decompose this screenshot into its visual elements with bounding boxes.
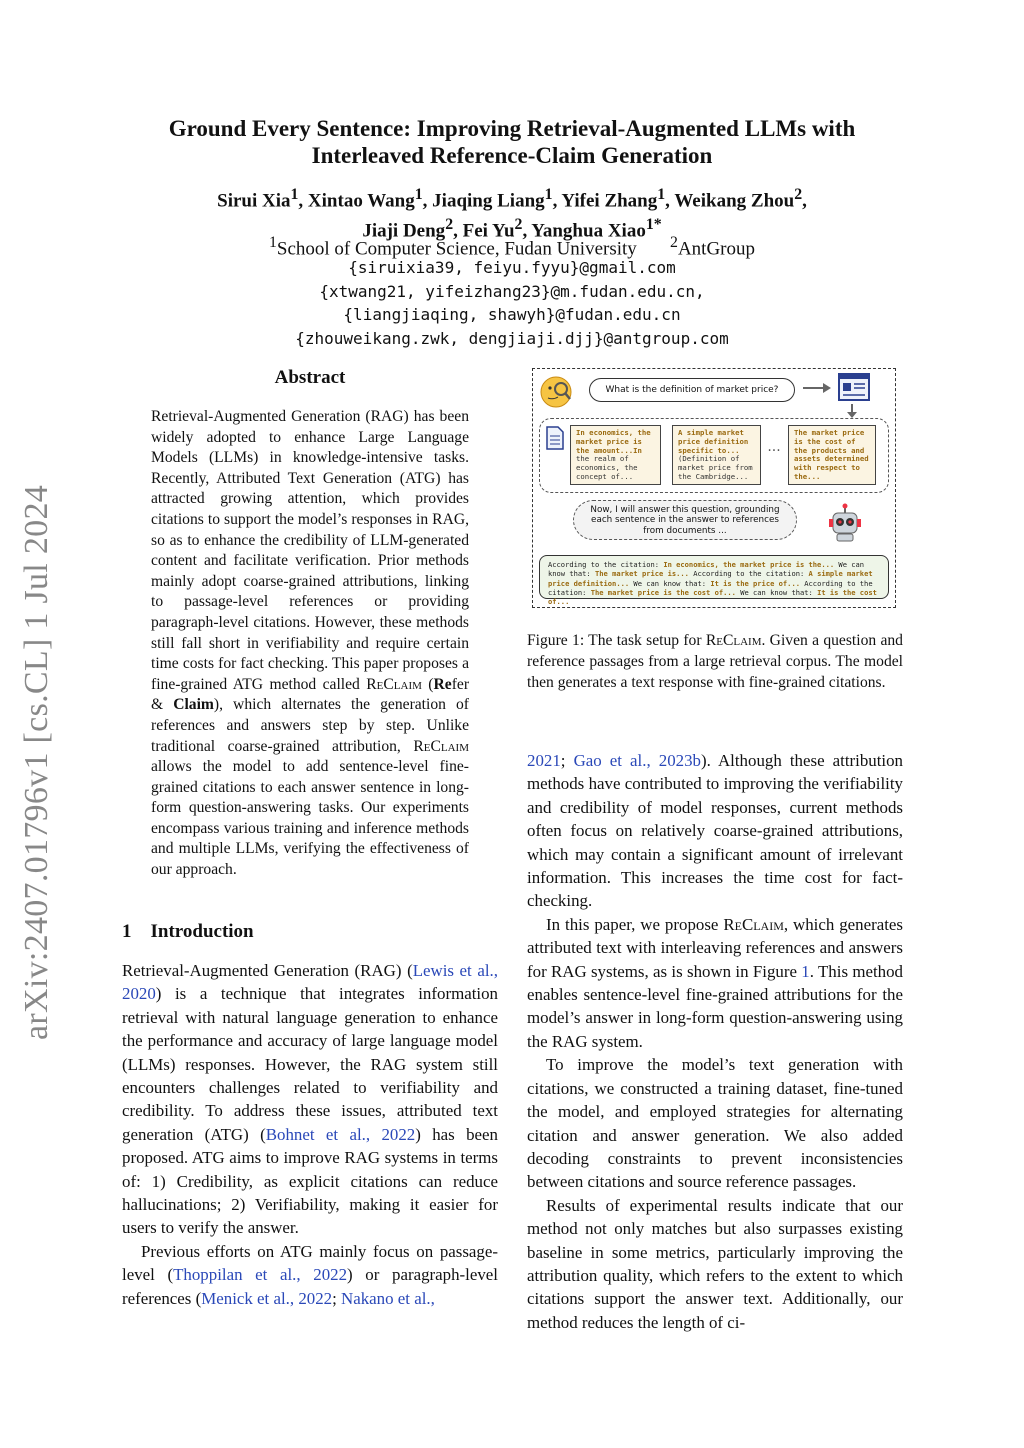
reference-passage-2: A simple market price definition specific to... (Definition of market price from the Cambridge... — [672, 425, 761, 485]
citation-link[interactable]: 2021 — [527, 751, 561, 770]
author-line-2: Jiaji Deng$^2$, Fei Yu$^2$, Yanghua Xiao$^{1*}$ — [362, 216, 662, 242]
question-bubble: What is the definition of market price? — [589, 378, 795, 402]
figure-caption: Figure 1: The task setup for ReClaim. Given a question and reference passages from a large retrieval corpus. The model then generates a text response with fine-grained citations. — [527, 632, 903, 691]
paragraph: Previous efforts on ATG mainly focus on passage-level (Thoppilan et al., 2022) or paragraph-level references (Menick et al., 2022; Nakano et al., — [122, 1241, 498, 1308]
document-search-icon — [837, 372, 873, 404]
citation-link[interactable]: Gao et al., 2023b — [573, 751, 701, 770]
author-affiliation-mark: 1* — [645, 216, 662, 234]
generated-answer-box: According to the citation: In economics, the market price is the... We can know that: The market price is... According to the citation: A simple market price definition... We can know that: It is the price of... According to the citation: The market price is the cost of... We can know that: It is the cost of... — [539, 555, 889, 599]
reference-passage-1: In economics, the market price is the amount...In the realm of economics, the concept of... — [570, 425, 661, 485]
arxiv-sidebar-stamp: arXiv:2407.01796v1 [cs.CL] 1 Jul 2024 — [18, 484, 55, 1040]
email-line[interactable]: {xtwang21, yifeizhang23}@m.fudan.edu.cn, — [319, 281, 705, 301]
author-affiliation-mark: 1 — [290, 186, 299, 203]
method-acronym-claim: Claim — [173, 696, 214, 714]
abstract-body — [151, 407, 469, 881]
arrow-down-icon — [845, 404, 859, 418]
email-line[interactable]: {siruixia39, feiyu.fyyu}@gmail.com — [348, 258, 676, 277]
author-affiliation-mark: 2 — [514, 216, 523, 234]
document-icon — [545, 426, 565, 450]
author-name: Yanghua Xiao — [531, 220, 646, 242]
thinking-face-icon — [539, 375, 573, 409]
affiliation-mark: 1 — [268, 234, 277, 251]
author-name: Jiaqing Liang — [432, 190, 545, 212]
paragraph: Results of experimental results indicate that our method not only matches but also surpasses existing baseline in some metrics, particularly improving the attribution quality, which refers to the extent to which citations support the answer text. Additionally, our method reduces the length of ci- — [527, 1195, 903, 1332]
abstract-text: ), which alternates the generation of references and answers step by step. Unlike traditional coarse-grained attribution, — [151, 696, 469, 755]
affiliation-1: School of Computer Science, Fudan University — [276, 238, 637, 260]
author-affiliation-mark: 1 — [414, 186, 423, 203]
arrow-right-icon — [803, 381, 831, 395]
abstract-heading: Abstract — [274, 367, 346, 388]
more-passages-ellipsis: ··· — [767, 443, 781, 459]
section-heading-introduction — [122, 921, 254, 943]
citation-link[interactable]: Bohnet et al., 2022 — [265, 1124, 416, 1144]
thought-cloud: Now, I will answer this question, grounding each sentence in the answer to references from documents ... — [573, 500, 797, 540]
robot-icon — [825, 503, 865, 543]
email-block — [0, 256, 1024, 350]
author-name: Xintao Wang — [307, 190, 415, 212]
paragraph: Retrieval-Augmented Generation (RAG) (Lewis et al., 2020) is a technique that integrates information retrieval with natural language generation to enhance the performance and accuracy of large language model (LLMs) responses. However, the RAG system still encounters challenges related to verifiability and credibility. To address these issues, attributed text generation (ATG) (Bohnet et al., 2022) has been proposed. ATG aims to improve RAG systems in terms of: 1) Credibility, as explicit citations can reduce hallucinations; 2) Verifiability, making it easier for users to verify the answer. — [122, 961, 498, 1238]
citation-link[interactable]: Menick et al., 2022 — [201, 1288, 333, 1308]
author-affiliation-mark: 2 — [445, 216, 454, 234]
paragraph: In this paper, we propose ReClaim, which generates attributed text with interleaving references and answers for RAG systems, as is shown in Figure 1. This method enables sentence-level fine-grained attributions for the model’s answer in long-form question-answering using the RAG system. — [527, 914, 903, 1051]
abstract-text: fer & — [151, 675, 470, 714]
method-acronym-re: Re — [433, 675, 452, 693]
intro-right-column — [527, 749, 903, 1334]
abstract-text: allows the model to add sentence-level fine-grained citations to each answer sentence in long-form question-answering tasks. Our experiments encompass various training and inference methods and multiple LLMs, verifying the effectiveness of our approach. — [151, 758, 469, 879]
citation-link[interactable]: Nakano et al., — [341, 1288, 435, 1308]
method-name: ReClaim — [366, 675, 422, 693]
figure-reference-link[interactable]: 1 — [801, 961, 810, 981]
affiliation-mark: 2 — [670, 234, 678, 251]
author-name: Fei Yu — [462, 220, 515, 242]
author-affiliation-mark: 1 — [657, 186, 666, 203]
title-line-1: Ground Every Sentence: Improving Retrieval-Augmented LLMs with — [168, 116, 856, 141]
figure-1 — [532, 368, 896, 608]
author-name: Jiaji Deng — [362, 220, 446, 242]
method-name: ReClaim — [413, 737, 469, 755]
title-line-2: Interleaved Reference-Claim Generation — [311, 143, 713, 168]
author-affiliation-mark: 2 — [794, 186, 803, 203]
reference-passage-3: The market price is the cost of the products and assets determined with respect to the... — [788, 425, 876, 485]
paragraph: To improve the model’s text generation with citations, we constructed a training dataset, fine-tuned the model, and employed strategies for alternating citation and answer generation. We also added decoding constraints to prevent inconsistencies between citations and source reference passages. — [527, 1055, 903, 1192]
section-title: Introduction — [150, 921, 254, 942]
email-line[interactable]: {liangjiaqing, shawyh}@fudan.edu.cn — [343, 305, 681, 324]
paragraph: 2021; Gao et al., 2023b). Although these attribution methods have contributed to improving the verifiability and credibility of model responses, current methods often focus on relatively coarse-grained attributions, which may contain a significant amount of irrelevant information. This increases the time cost for fact-checking. — [527, 751, 904, 911]
email-line[interactable]: {zhouweikang.zwk, dengjiaji.djj}@antgroup.com — [295, 328, 729, 348]
author-line-1: Sirui Xia$^1$, Xintao Wang$^1$, Jiaqing Liang$^1$, Yifei Zhang$^1$, Weikang Zhou$^2$, — [217, 186, 807, 212]
abstract-text: ( — [421, 675, 434, 693]
section-number: 1 — [122, 921, 132, 942]
method-name: ReClaim — [723, 914, 784, 934]
author-name: Weikang Zhou — [674, 190, 795, 212]
intro-left-column — [122, 959, 498, 1310]
abstract-text: Retrieval-Augmented Generation (RAG) has been widely adopted to enhance Large Language Models (LLMs) in knowledge-intensive tasks. Recently, Attributed Text Generation (ATG) has attracted growing attention, which provides citations to support the model’s responses in RAG, so as to enhance the credibility of LLM-generated content and facilitate verification. Prior methods mainly adopt coarse-grained attributions, linking to passage-level references or providing paragraph-level citations. However, these methods still fall short in verifiability and require certain time costs for fact checking. This paper proposes a fine-grained ATG method called — [151, 408, 469, 693]
author-affiliation-mark: 1 — [544, 186, 553, 203]
author-name: Yifei Zhang — [561, 190, 658, 212]
citation-link[interactable]: Lewis et al., 2020 — [122, 961, 498, 1004]
citation-link[interactable]: Thoppilan et al., 2022 — [173, 1265, 348, 1285]
affiliation-2: AntGroup — [677, 238, 756, 260]
author-name: Sirui Xia — [217, 190, 291, 212]
paper-title — [0, 115, 1024, 169]
